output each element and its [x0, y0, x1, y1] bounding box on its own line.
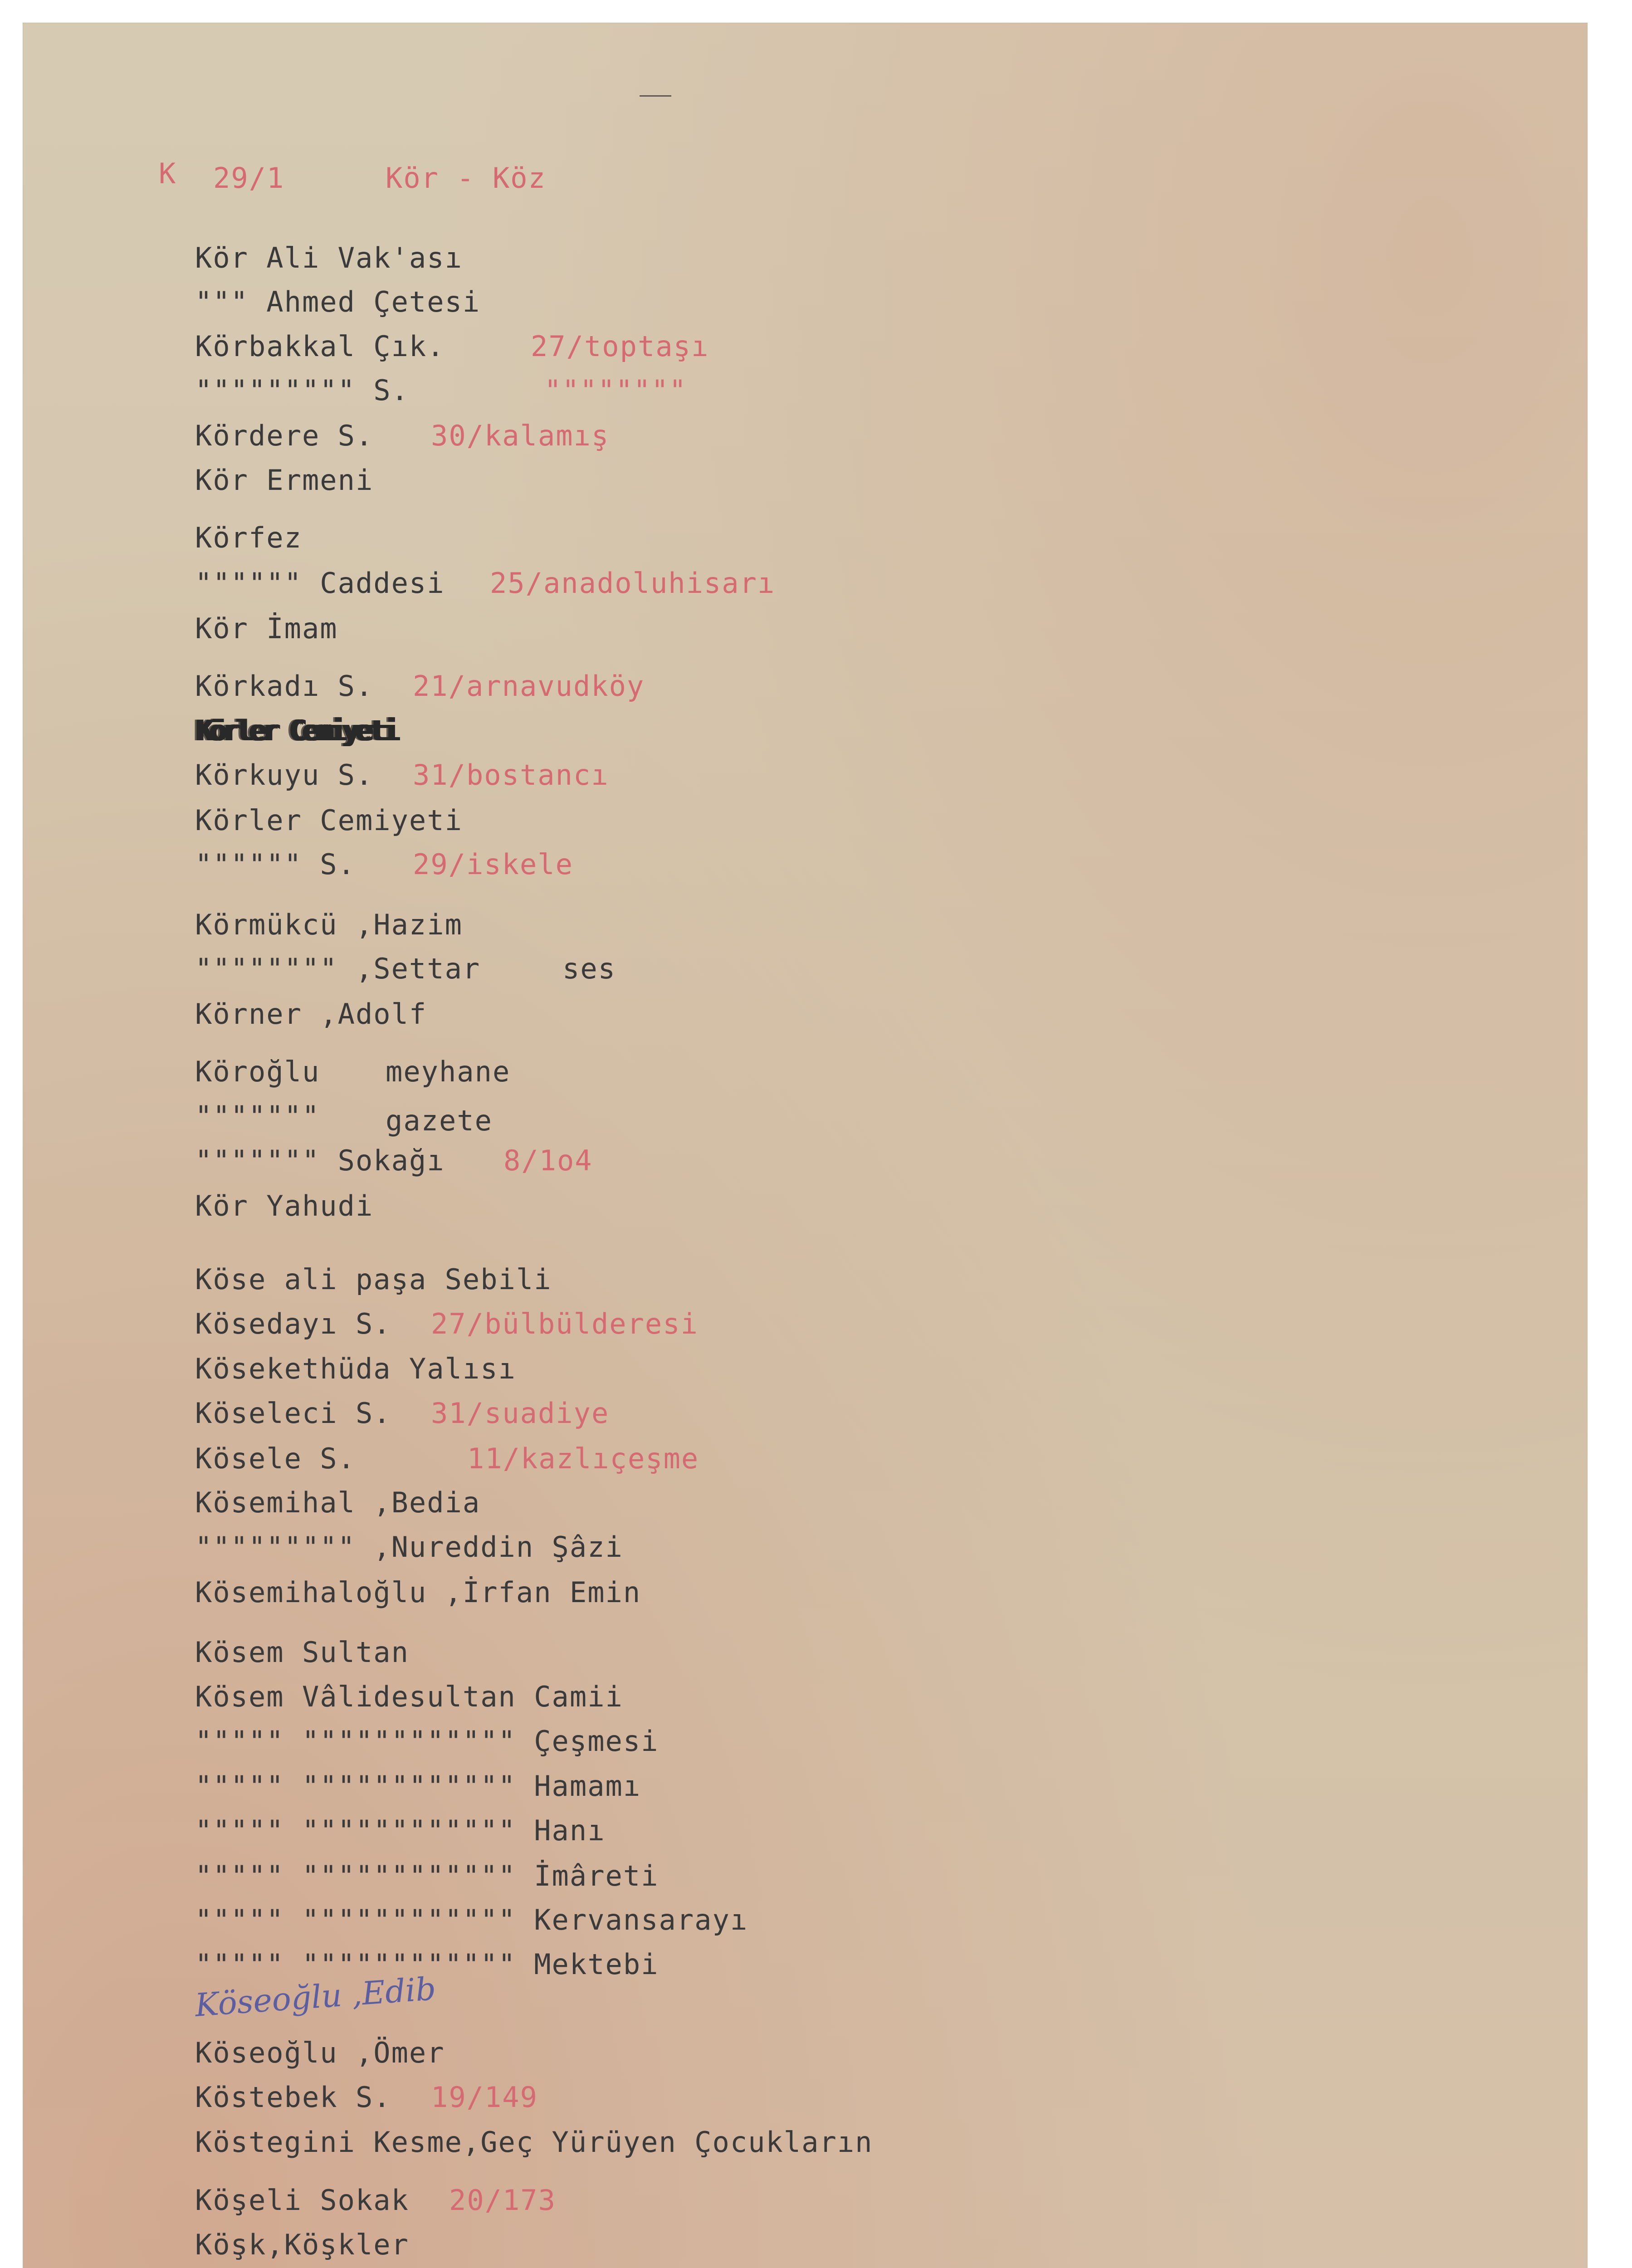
entry-text: Köseleci S. [195, 1397, 391, 1430]
entry-text: Kördere S. [195, 419, 374, 452]
entry-text: Köstegini Kesme,Geç Yürüyen Çocukların [195, 2126, 873, 2159]
entry-text: """""" S. [195, 848, 356, 881]
entry-ref: 27/toptaşı [531, 330, 709, 363]
entry-ref: 29/iskele [413, 848, 573, 881]
entry-text: """"""""" ,Nureddin Şâzi [195, 1530, 623, 1564]
entry-text: """ Ahmed Çetesi [195, 285, 481, 318]
entry-text: """"" """""""""""" İmâreti [195, 1859, 659, 1892]
entry-text: """"" """""""""""" Çeşmesi [195, 1725, 659, 1758]
entry-text: """""" Caddesi [195, 567, 445, 600]
entry-text: Körbakkal Çık. [195, 330, 445, 363]
header-letter: K [159, 157, 177, 190]
entry-ref: 27/bülbülderesi [431, 1307, 699, 1340]
entry-text: Kösem Vâlidesultan Camii [195, 1680, 623, 1713]
entry-text: Kör Yahudi [195, 1189, 374, 1222]
entry-text: Kör Ermeni [195, 464, 374, 497]
entry-ref: 19/149 [431, 2081, 538, 2114]
entry-text: """"""" [195, 1100, 320, 1133]
entry-ref: 31/bostancı [413, 758, 609, 792]
entry-ref: 20/173 [449, 2184, 556, 2217]
entry-ref: 11/kazlıçeşme [467, 1442, 699, 1475]
entry-ref: 31/suadiye [431, 1397, 610, 1430]
header-range: Kör - Köz [386, 161, 546, 195]
entry-text: Kösem Sultan [195, 1636, 409, 1669]
index-card [23, 23, 1588, 2268]
entry-text: Köroğlu [195, 1055, 320, 1088]
entry-text: Körler Cemiyeti [195, 804, 463, 837]
entry-text: """"""" Sokağı [195, 1144, 445, 1177]
entry-text: Körmükcü ,Hazim [195, 908, 463, 941]
entry-ref: 30/kalamış [431, 419, 610, 452]
struck-entry-text: Körler Cemiyeti [195, 714, 395, 747]
entry-note: meyhane [386, 1055, 511, 1088]
header-code: 29/1 [213, 161, 285, 195]
entry-text: Kösekethüda Yalısı [195, 1352, 516, 1385]
entry-text: Kör Ali Vak'ası [195, 241, 463, 274]
entry-text: Köstebek S. [195, 2081, 391, 2114]
entry-text: """"" """""""""""" Hamamı [195, 1769, 641, 1803]
entry-text: """"" """""""""""" Hanı [195, 1814, 606, 1847]
entry-ref: """""""" [544, 374, 687, 407]
entry-ref: 21/arnavudköy [413, 670, 645, 703]
entry-text: Kösedayı S. [195, 1307, 391, 1340]
entry-text: Köse ali paşa Sebili [195, 1263, 552, 1296]
entry-text: Körfez [195, 521, 302, 554]
entry-text: """"" """""""""""" Kervansarayı [195, 1903, 748, 1936]
entry-note: gazete [386, 1104, 493, 1137]
entry-text: Kösemihaloğlu ,İrfan Emin [195, 1576, 641, 1609]
entry-text: Kör İmam [195, 612, 338, 645]
entry-text: Köşk,Köşkler [195, 2228, 409, 2261]
entry-text: Kösele S. [195, 1442, 356, 1475]
entry-text: Körner ,Adolf [195, 997, 427, 1031]
entry-text: Köseoğlu ,Ömer [195, 2036, 445, 2069]
handwritten-entry: Köseoğlu ,Edib [194, 1970, 437, 2024]
entry-text: Kösemihal ,Bedia [195, 1486, 481, 1519]
entry-text: """"""""" S. [195, 374, 409, 407]
top-pencil-mark [640, 95, 671, 97]
entry-ref: 25/anadoluhisarı [490, 567, 776, 600]
entry-note: ses [562, 952, 616, 985]
entry-text: Köşeli Sokak [195, 2184, 409, 2217]
entry-text: """"" """""""""""" Mektebi [195, 1948, 659, 1981]
entry-text: """""""" ,Settar [195, 952, 481, 985]
entry-text: Körkadı S. [195, 670, 374, 703]
entry-ref: 8/1o4 [503, 1144, 593, 1177]
entry-text: Körkuyu S. [195, 758, 374, 792]
